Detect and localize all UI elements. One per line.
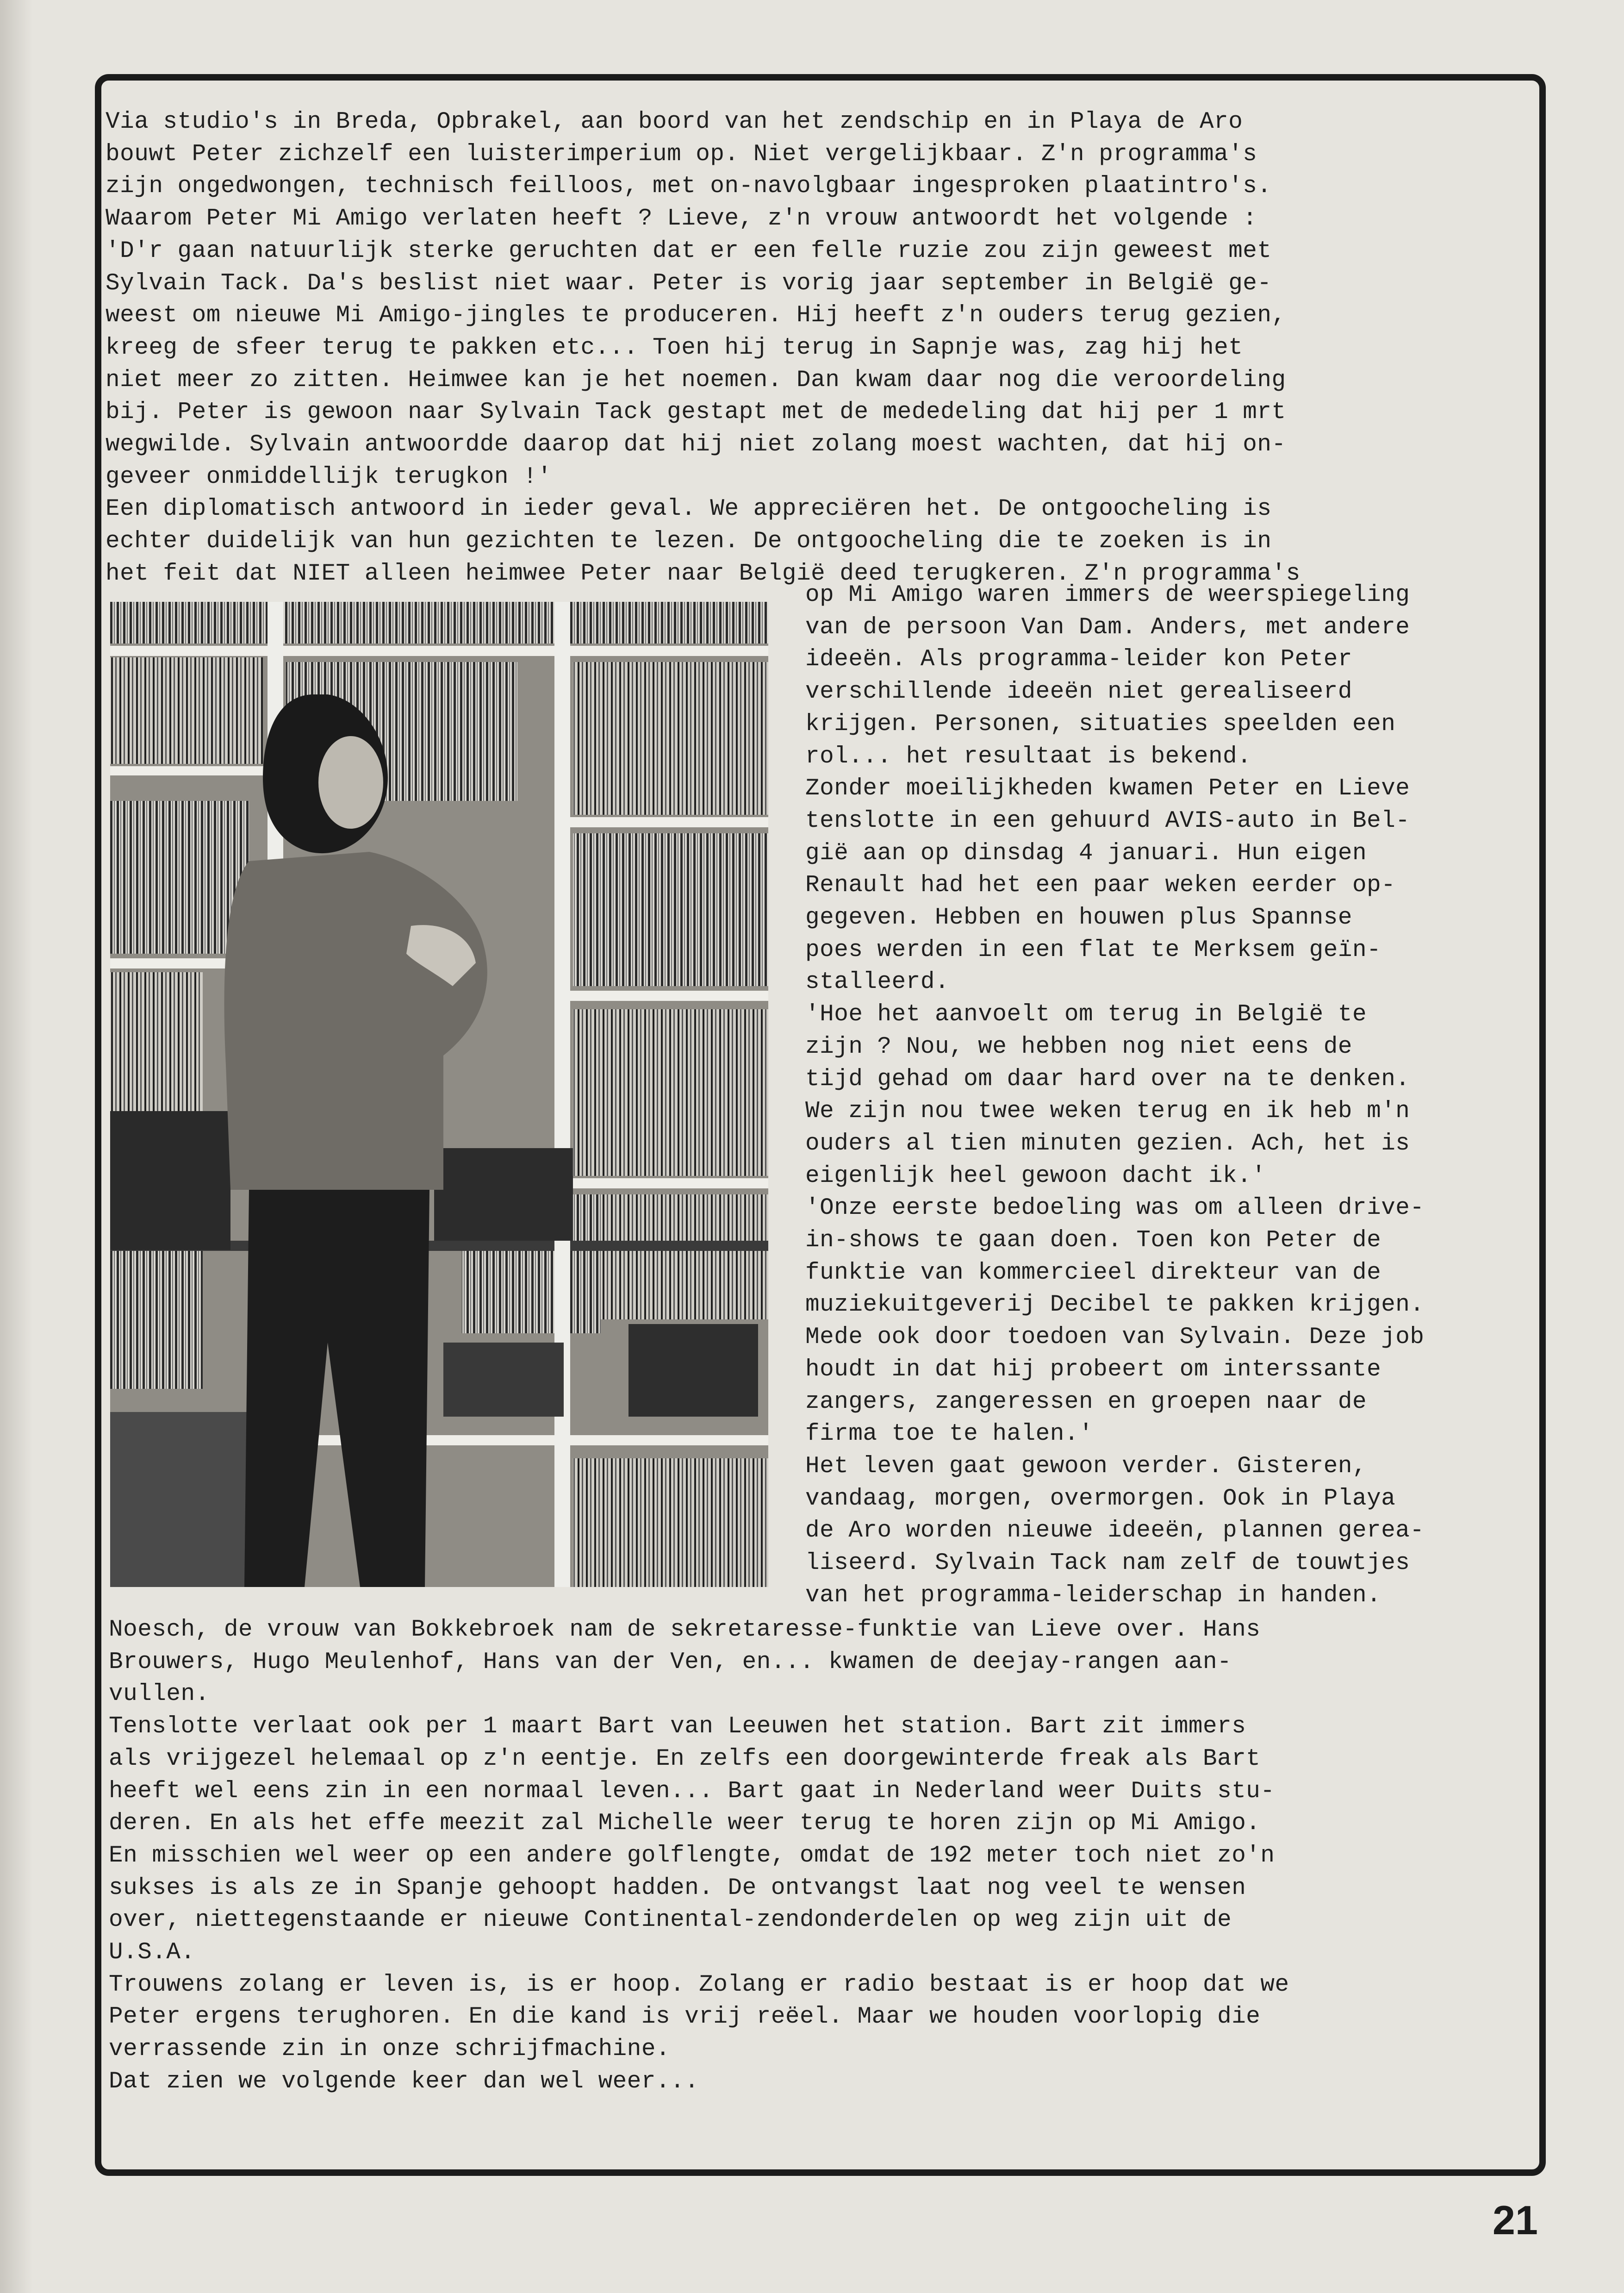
text-line: eigenlijk heel gewoon dacht ik.' bbox=[805, 1162, 1266, 1189]
text-line: Peter ergens terughoren. En die kand is vrij reëel. Maar we houden voorlopig die bbox=[109, 2004, 1261, 2031]
text-line: echter duidelijk van hun gezichten te lezen. De ontgoocheling die te zoeken is in bbox=[106, 528, 1272, 555]
text-line: op Mi Amigo waren immers de weerspiegeling bbox=[805, 582, 1410, 608]
text-line: deren. En als het effe meezit zal Michelle weer terug te horen zijn op Mi Amigo. bbox=[109, 1810, 1261, 1837]
text-line: tijd gehad om daar hard over na te denken. bbox=[805, 1066, 1410, 1093]
text-line: 'Onze eerste bedoeling was om alleen drive- bbox=[805, 1195, 1425, 1222]
text-line: rol... het resultaat is bekend. bbox=[805, 743, 1252, 770]
text-line: tenslotte in een gehuurd AVIS-auto in Bel- bbox=[805, 807, 1410, 834]
text-line: Een diplomatisch antwoord in ieder geval. We appreciëren het. De ontgoocheling is bbox=[106, 496, 1272, 523]
text-line: 'D'r gaan natuurlijk sterke geruchten dat er een felle ruzie zou zijn geweest met bbox=[106, 237, 1272, 264]
text-line: Tenslotte verlaat ook per 1 maart Bart van Leeuwen het station. Bart zit immers bbox=[109, 1713, 1246, 1740]
page-number: 21 bbox=[1493, 2197, 1538, 2243]
text-line: houdt in dat hij probeert om interssante bbox=[805, 1356, 1381, 1383]
text-line: funktie van kommercieel direkteur van de bbox=[805, 1259, 1381, 1286]
text-line: niet meer zo zitten. Heimwee kan je het noemen. Dan kwam daar nog die veroordeling bbox=[106, 367, 1286, 394]
page-binding-shadow bbox=[0, 0, 32, 2293]
text-line: vandaag, morgen, overmorgen. Ook in Playa bbox=[805, 1485, 1396, 1512]
text-line: liseerd. Sylvain Tack nam zelf de touwtjes bbox=[805, 1550, 1410, 1576]
text-line: Mede ook door toedoen van Sylvain. Deze job bbox=[805, 1324, 1425, 1351]
text-line: gegeven. Hebben en houwen plus Spannse bbox=[805, 905, 1352, 931]
text-line: ideeën. Als programma-leider kon Peter bbox=[805, 646, 1352, 673]
text-line: heeft wel eens zin in een normaal leven... Bart gaat in Nederland weer Duits stu- bbox=[109, 1778, 1275, 1805]
text-line: poes werden in een flat te Merksem geïn- bbox=[805, 937, 1381, 963]
text-line: over, niettegenstaande er nieuwe Continental-zendonderdelen op weg zijn uit de bbox=[109, 1907, 1232, 1934]
text-line: Sylvain Tack. Da's beslist niet waar. Peter is vorig jaar september in België ge- bbox=[106, 270, 1272, 297]
text-line: sukses is als ze in Spanje gehoopt hadden. De ontvangst laat nog veel te wensen bbox=[109, 1874, 1246, 1901]
text-line: Renault had het een paar weken eerder op- bbox=[805, 872, 1396, 899]
text-line: de Aro worden nieuwe ideeën, plannen gerea- bbox=[805, 1518, 1425, 1544]
text-line: Dat zien we volgende keer dan wel weer... bbox=[109, 2068, 699, 2095]
text-line: kreeg de sfeer terug te pakken etc... Toen hij terug in Sapnje was, zag hij het bbox=[106, 334, 1243, 361]
text-line: Zonder moeilijkheden kwamen Peter en Lieve bbox=[805, 775, 1410, 802]
text-line: Via studio's in Breda, Opbrakel, aan boord van het zendschip en in Playa de Aro bbox=[106, 109, 1243, 135]
text-line: Noesch, de vrouw van Bokkebroek nam de sekretaresse-funktie van Lieve over. Hans bbox=[109, 1617, 1261, 1643]
text-line: Het leven gaat gewoon verder. Gisteren, bbox=[805, 1453, 1367, 1480]
text-line: firma toe te halen.' bbox=[805, 1421, 1094, 1448]
text-line: En misschien wel weer op een andere golflengte, omdat de 192 meter toch niet zo'n bbox=[109, 1842, 1275, 1869]
text-line: zijn ongedwongen, technisch feilloos, met on-navolgbaar ingesproken plaatintro's. bbox=[106, 173, 1272, 200]
text-line: van het programma-leiderschap in handen. bbox=[805, 1582, 1381, 1609]
text-line: zijn ? Nou, we hebben nog niet eens de bbox=[805, 1033, 1352, 1060]
text-line: ouders al tien minuten gezien. Ach, het is bbox=[805, 1130, 1410, 1157]
text-line: muziekuitgeverij Decibel te pakken krijgen. bbox=[805, 1292, 1425, 1318]
text-line: het feit dat NIET alleen heimwee Peter naar België deed terugkeren. Z'n programma's bbox=[106, 560, 1300, 587]
text-line: krijgen. Personen, situaties speelden een bbox=[805, 711, 1396, 737]
text-line: geveer onmiddellijk terugkon !' bbox=[106, 463, 552, 490]
text-line: wegwilde. Sylvain antwoordde daarop dat hij niet zolang moest wachten, dat hij on- bbox=[106, 431, 1286, 458]
text-line: weest om nieuwe Mi Amigo-jingles te produceren. Hij heeft z'n ouders terug gezien, bbox=[106, 302, 1286, 329]
text-line: vullen. bbox=[109, 1681, 210, 1708]
text-line: Waarom Peter Mi Amigo verlaten heeft ? Lieve, z'n vrouw antwoordt het volgende : bbox=[106, 206, 1257, 232]
text-line: Brouwers, Hugo Meulenhof, Hans van der Ven, en... kwamen de deejay-rangen aan- bbox=[109, 1649, 1232, 1675]
text-line: stalleerd. bbox=[805, 969, 950, 996]
text-line: We zijn nou twee weken terug en ik heb m'n bbox=[805, 1098, 1410, 1125]
photo-dj-record-shelves bbox=[110, 602, 768, 1587]
text-line: bouwt Peter zichzelf een luisterimperium op. Niet vergelijkbaar. Z'n programma's bbox=[106, 141, 1257, 168]
text-line: 'Hoe het aanvoelt om terug in België te bbox=[805, 1001, 1367, 1028]
text-line: Trouwens zolang er leven is, is er hoop. Zolang er radio bestaat is er hoop dat we bbox=[109, 1971, 1289, 1998]
text-line: in-shows te gaan doen. Toen kon Peter de bbox=[805, 1227, 1381, 1254]
text-line: verschillende ideeën niet gerealiseerd bbox=[805, 679, 1352, 706]
text-line: van de persoon Van Dam. Anders, met andere bbox=[805, 614, 1410, 641]
text-line: bij. Peter is gewoon naar Sylvain Tack gestapt met de mededeling dat hij per 1 mrt bbox=[106, 399, 1286, 426]
text-line: U.S.A. bbox=[109, 1939, 195, 1966]
text-line: als vrijgezel helemaal op z'n eentje. En zelfs een doorgewinterde freak als Bart bbox=[109, 1745, 1261, 1772]
text-line: verrassende zin in onze schrijfmachine. bbox=[109, 2036, 671, 2063]
text-line: zangers, zangeressen en groepen naar de bbox=[805, 1388, 1367, 1415]
text-line: gië aan op dinsdag 4 januari. Hun eigen bbox=[805, 840, 1367, 867]
